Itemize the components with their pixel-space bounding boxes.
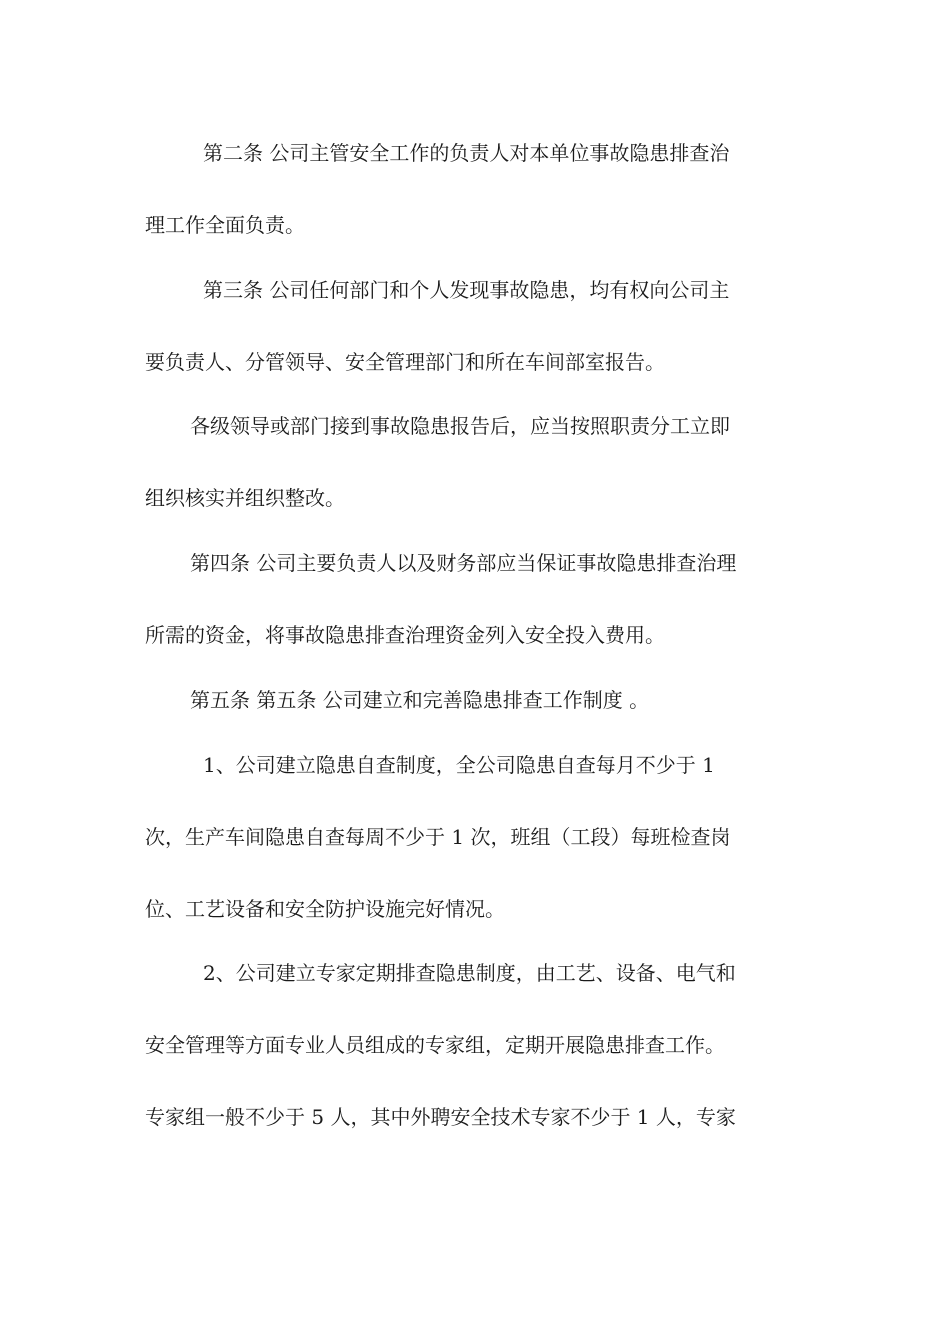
text-line: 第四条 公司主要负责人以及财务部应当保证事故隐患排查治理	[190, 551, 737, 575]
text-line: 所需的资金，将事故隐患排查治理资金列入安全投入费用。	[145, 623, 665, 647]
text-line: 专家组一般不少于 5 人，其中外聘安全技术专家不少于 1 人，专家	[145, 1105, 736, 1129]
text-line: 次，生产车间隐患自查每周不少于 1 次，班组（工段）每班检查岗	[145, 825, 731, 849]
text-line: 安全管理等方面专业人员组成的专家组，定期开展隐患排查工作。	[145, 1033, 725, 1057]
text-line: 要负责人、分管领导、安全管理部门和所在车间部室报告。	[145, 350, 665, 374]
text-line: 第二条 公司主管安全工作的负责人对本单位事故隐患排查治	[203, 141, 730, 165]
text-line: 位、工艺设备和安全防护设施完好情况。	[145, 897, 505, 921]
text-line: 第五条 第五条 公司建立和完善隐患排查工作制度 。	[190, 688, 650, 712]
text-line: 组织核实并组织整改。	[145, 486, 345, 510]
text-line: 理工作全面负责。	[145, 213, 305, 237]
text-line: 各级领导或部门接到事故隐患报告后，应当按照职责分工立即	[190, 414, 730, 438]
text-line: 2、公司建立专家定期排查隐患制度，由工艺、设备、电气和	[203, 961, 736, 985]
text-line: 1、公司建立隐患自查制度，全公司隐患自查每月不少于 1	[203, 753, 715, 777]
text-line: 第三条 公司任何部门和个人发现事故隐患，均有权向公司主	[203, 278, 730, 302]
